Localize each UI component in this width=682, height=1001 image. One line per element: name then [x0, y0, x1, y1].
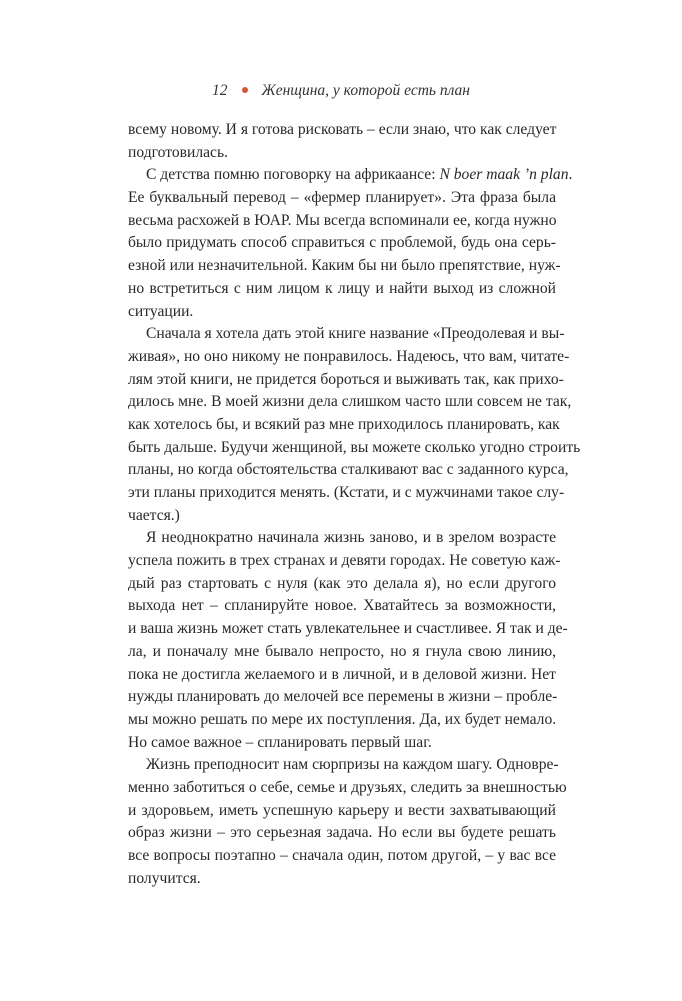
text-line: ситуации. — [128, 302, 194, 320]
text-line: пока не достигла желаемого и в личной, и в деловой жизни. Нет — [128, 665, 556, 683]
text-line: было придумать способ справиться с проблемой, будь она серь- — [128, 234, 556, 252]
text-line: дилось мне. В моей жизни дела слишком часто шли совсем не так, — [128, 393, 572, 411]
text-line: всему новому. И я готова рисковать – если знаю, что как следует — [128, 121, 557, 138]
text-line: эти планы приходится менять. (Кстати, и с мужчинами такое слу- — [128, 484, 565, 501]
text-line: образ жизни – это серьезная задача. Но если вы будете решать — [128, 824, 556, 842]
paragraph — [128, 527, 568, 754]
text-line: и ваша жизнь может стать увлекательнее и счастливее. Я так и де- — [128, 620, 568, 638]
text-line: менно заботиться о себе, семье и друзьях, следить за внешностью — [128, 778, 567, 796]
text-line: дый раз стартовать с нуля (как это делала я), но если другого — [128, 574, 556, 592]
page-body-text — [128, 119, 581, 890]
text-line: Сначала я хотела дать этой книге название «Преодолевая и вы- — [146, 325, 565, 343]
text-line: Я неоднократно начинала жизнь заново, и в зрелом возрасте — [146, 529, 556, 547]
text-line: С детства помню поговорку на африкаансе: N boer maak ’n plan. — [146, 166, 573, 184]
text-line: лям этой книги, не придется бороться и выживать так, как прихо- — [128, 370, 564, 388]
text-line: все вопросы поэтапно – сначала один, потом другой, – у вас все — [128, 847, 556, 864]
text-line: нужды планировать до мелочей все перемены в жизни – пробле- — [128, 688, 558, 706]
paragraph — [128, 754, 567, 890]
text-line: получится. — [128, 869, 201, 887]
text-line: весьма расхожей в ЮАР. Мы всегда вспоминали ее, когда нужно — [128, 211, 557, 229]
bullet-dot-icon — [242, 87, 248, 93]
running-header — [0, 82, 682, 100]
text-line: езной или незначительной. Каким бы ни было препятствие, нуж- — [128, 257, 561, 275]
paragraph — [128, 323, 581, 527]
running-title: Женщина, у которой есть план — [261, 82, 470, 99]
paragraph — [128, 119, 556, 164]
text-line: выхода нет – спланируйте новое. Хватайтесь за возможности, — [128, 597, 556, 615]
text-line: быть дальше. Будучи женщиной, вы можете сколько угодно строить — [128, 438, 581, 456]
text-line: подготовилась. — [128, 143, 228, 161]
text-line: как хотелось бы, и всякий раз мне приходилось планировать, как — [128, 415, 560, 433]
text-line: Ее буквальный перевод – «фермер планирует». Эта фраза была — [128, 189, 556, 207]
text-line: живая», но оно никому не понравилось. Надеюсь, что вам, читате- — [128, 347, 570, 365]
paragraph — [128, 164, 573, 323]
text-line: Жизнь преподносит нам сюрпризы на каждом шагу. Одновре- — [146, 756, 559, 774]
text-line: ла, и поначалу мне бывало непросто, но я гнула свою линию, — [128, 642, 556, 660]
text-line: успела пожить в трех странах и девяти городах. Не советую каж- — [128, 552, 561, 570]
text-line: чается.) — [128, 506, 180, 524]
text-line: но встретиться с ним лицом к лицу и найти выход из сложной — [128, 279, 556, 297]
text-line: мы можно решать по мере их поступления. Да, их будет немало. — [128, 710, 557, 728]
text-line: и здоровьем, иметь успешную карьеру и вести захватывающий — [128, 801, 556, 819]
text-line: планы, но когда обстоятельства сталкивают вас с заданного курса, — [128, 461, 569, 479]
page-number: 12 — [212, 82, 228, 99]
text-line: Но самое важное – спланировать первый шаг. — [128, 733, 432, 751]
